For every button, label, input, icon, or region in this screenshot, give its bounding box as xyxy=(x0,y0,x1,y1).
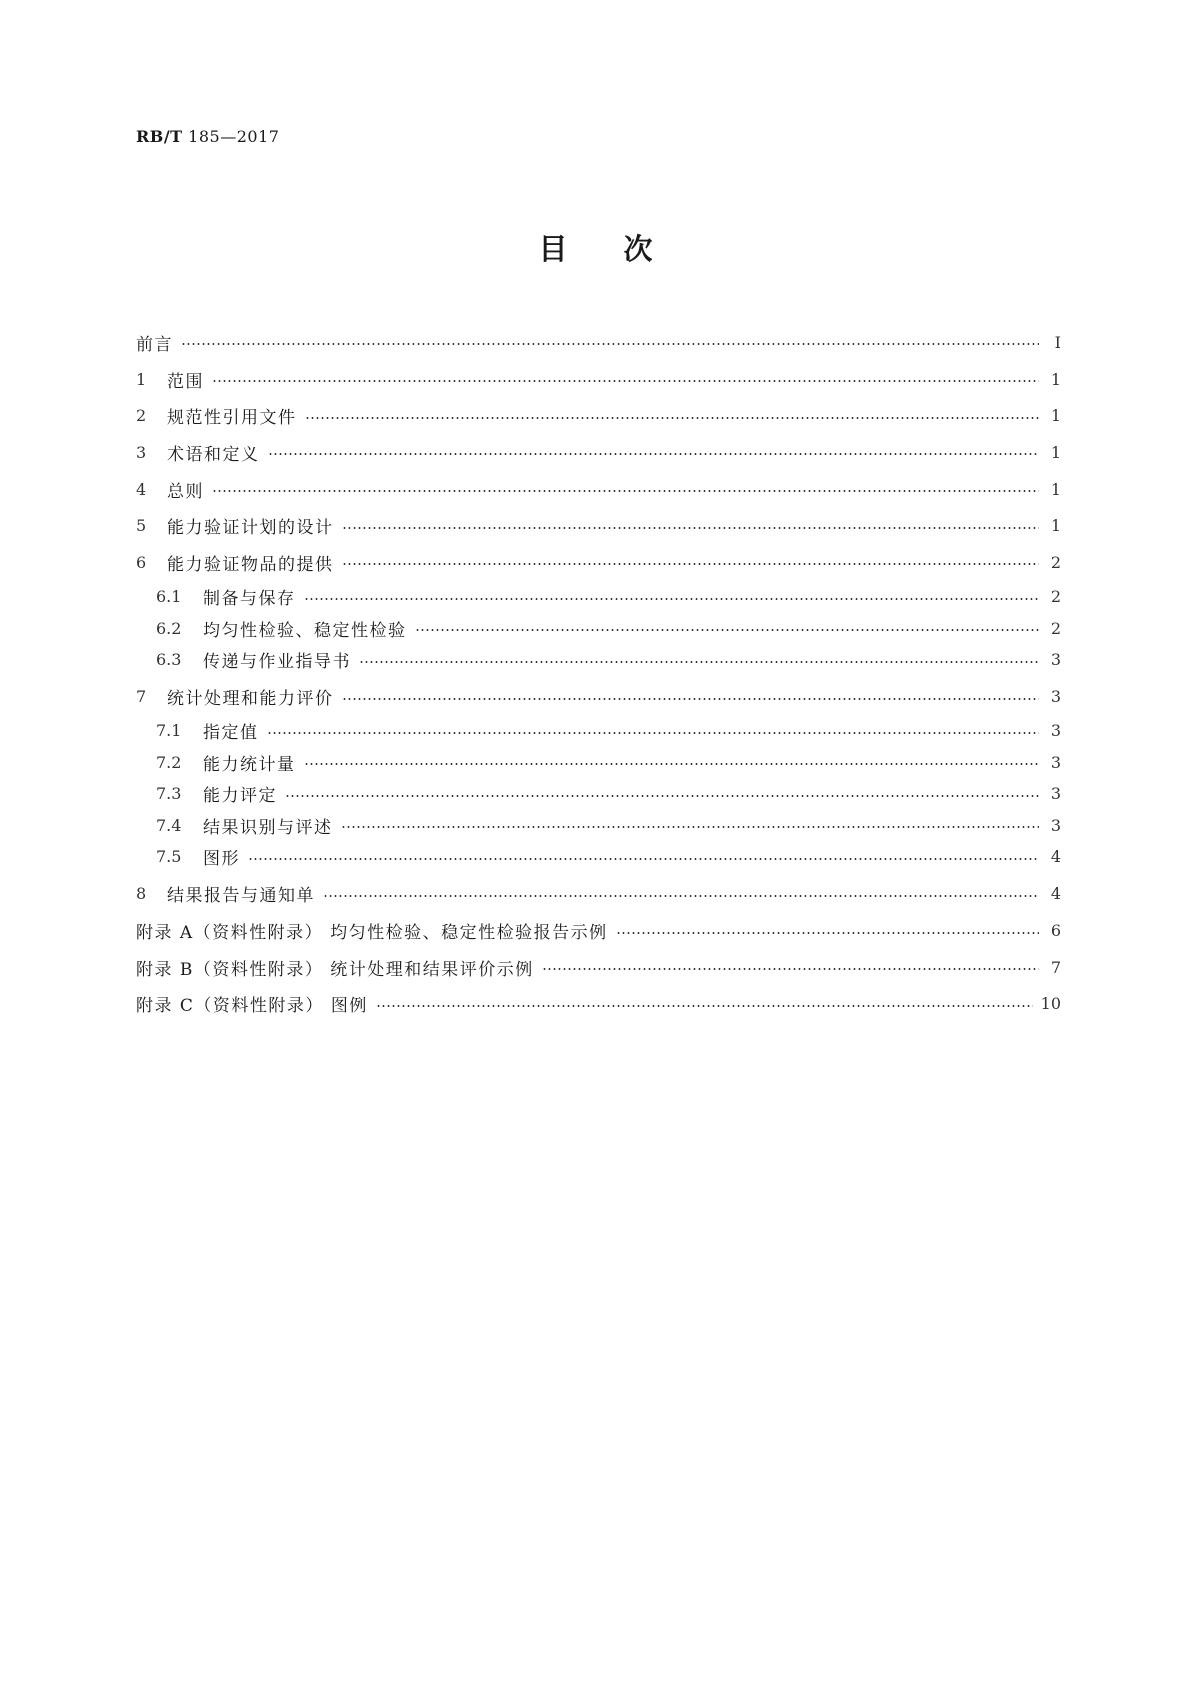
toc-entry-title: 制备与保存 xyxy=(203,589,296,610)
toc-entry-appendix-b[interactable] xyxy=(136,949,1061,986)
toc-page-number: 3 xyxy=(1050,752,1061,772)
toc-page-number: 7 xyxy=(1050,957,1061,977)
toc-entry-3[interactable] xyxy=(136,434,1061,471)
toc-entry-title: 能力验证计划的设计 xyxy=(167,518,334,539)
toc-entry-7-2[interactable] xyxy=(136,747,1061,779)
document-code xyxy=(136,127,279,146)
toc-leader-dots xyxy=(212,490,1039,492)
toc-leader-dots xyxy=(212,380,1039,382)
toc-page-number: 10 xyxy=(1040,994,1061,1014)
toc-entry-title: 结果报告与通知单 xyxy=(167,886,315,907)
toc-entry-number: 6.1 xyxy=(156,587,182,607)
toc-page-number: 1 xyxy=(1050,369,1061,389)
toc-leader-dots xyxy=(267,732,1040,734)
toc-leader-dots xyxy=(248,858,1039,860)
toc-leader-dots xyxy=(542,968,1039,970)
toc-entry-number: 5 xyxy=(136,516,147,536)
toc-entry-6-2[interactable] xyxy=(136,612,1061,644)
toc-page-number: 6 xyxy=(1050,921,1061,941)
toc-page-number: 1 xyxy=(1050,479,1061,499)
toc-entry-6-3[interactable] xyxy=(136,644,1061,676)
toc-entry-title: 规范性引用文件 xyxy=(167,408,297,429)
toc-leader-dots xyxy=(415,629,1040,631)
toc-entry-number: 7 xyxy=(136,687,147,707)
toc-entry-6-1[interactable] xyxy=(136,581,1061,613)
toc-leader-dots xyxy=(268,453,1040,455)
toc-leader-dots xyxy=(305,417,1040,419)
toc-entry-number: 7.2 xyxy=(156,752,182,772)
toc-leader-dots xyxy=(304,763,1040,765)
toc-entry-title: 图形 xyxy=(203,849,240,870)
toc-entry-title: 附录 C（资料性附录） 图例 xyxy=(136,996,368,1017)
toc-page-number: 2 xyxy=(1050,552,1061,572)
toc-entry-appendix-a[interactable] xyxy=(136,912,1061,949)
toc-entry-2[interactable] xyxy=(136,397,1061,434)
toc-leader-dots xyxy=(342,563,1040,565)
toc-leader-dots xyxy=(285,795,1039,797)
toc-entry-number: 2 xyxy=(136,406,147,426)
toc-entry-title: 能力验证物品的提供 xyxy=(167,554,334,575)
toc-entry-title: 总则 xyxy=(167,481,204,502)
toc-entry-4[interactable] xyxy=(136,471,1061,508)
toc-entry-number: 6.3 xyxy=(156,650,182,670)
toc-entry-title: 范围 xyxy=(167,371,204,392)
toc-entry-number: 1 xyxy=(136,369,147,389)
toc-entry-7-4[interactable] xyxy=(136,810,1061,842)
toc-entry-number: 3 xyxy=(136,442,147,462)
toc-leader-dots xyxy=(359,661,1039,663)
toc-leader-dots xyxy=(341,826,1040,828)
toc-leader-dots xyxy=(616,932,1039,934)
toc-entry-title: 指定值 xyxy=(203,723,259,744)
toc-entry-preface[interactable] xyxy=(136,324,1061,361)
toc-entry-title: 传递与作业指导书 xyxy=(203,652,351,673)
toc-entry-7[interactable] xyxy=(136,678,1061,715)
page-title: 目 次 xyxy=(538,232,653,266)
toc-entry-1[interactable] xyxy=(136,361,1061,398)
toc-leader-dots xyxy=(323,895,1039,897)
document-code-number: 185—2017 xyxy=(182,127,280,146)
toc-entry-appendix-c[interactable] xyxy=(136,986,1061,1023)
table-of-contents xyxy=(136,324,1061,1022)
toc-page-number: 3 xyxy=(1050,687,1061,707)
toc-entry-5[interactable] xyxy=(136,507,1061,544)
toc-entry-6[interactable] xyxy=(136,544,1061,581)
toc-entry-title: 附录 A（资料性附录） 均匀性检验、稳定性检验报告示例 xyxy=(136,923,608,944)
toc-leader-dots xyxy=(376,1005,1033,1007)
toc-entry-7-5[interactable] xyxy=(136,841,1061,873)
toc-entry-number: 7.4 xyxy=(156,815,182,835)
toc-entry-title: 统计处理和能力评价 xyxy=(167,689,334,710)
toc-page-number: 1 xyxy=(1050,406,1061,426)
toc-page-number: 1 xyxy=(1050,516,1061,536)
toc-leader-dots xyxy=(342,527,1040,529)
toc-page-number: 3 xyxy=(1050,721,1061,741)
toc-entry-title: 术语和定义 xyxy=(167,444,260,465)
toc-page-number: 3 xyxy=(1050,784,1061,804)
toc-entry-8[interactable] xyxy=(136,876,1061,913)
toc-page-number: Ⅰ xyxy=(1054,332,1061,352)
toc-entry-title: 附录 B（资料性附录） 统计处理和结果评价示例 xyxy=(136,959,534,980)
toc-page-number: 4 xyxy=(1050,884,1061,904)
toc-entry-number: 7.1 xyxy=(156,721,182,741)
toc-entry-number: 7.5 xyxy=(156,847,182,867)
toc-page-number: 1 xyxy=(1050,442,1061,462)
toc-page-number: 2 xyxy=(1050,618,1061,638)
document-code-prefix: RB/T xyxy=(136,127,183,146)
toc-entry-title: 前言 xyxy=(136,334,173,355)
toc-entry-title: 结果识别与评述 xyxy=(203,817,333,838)
toc-entry-number: 7.3 xyxy=(156,784,182,804)
toc-entry-title: 能力统计量 xyxy=(203,754,296,775)
toc-entry-7-3[interactable] xyxy=(136,778,1061,810)
toc-entry-title: 均匀性检验、稳定性检验 xyxy=(203,620,407,641)
toc-entry-number: 8 xyxy=(136,884,147,904)
toc-leader-dots xyxy=(304,598,1040,600)
toc-page-number: 3 xyxy=(1050,650,1061,670)
toc-entry-number: 4 xyxy=(136,479,147,499)
toc-entry-7-1[interactable] xyxy=(136,715,1061,747)
toc-page-number: 3 xyxy=(1050,815,1061,835)
toc-leader-dots xyxy=(342,698,1040,700)
toc-page-number: 4 xyxy=(1050,847,1061,867)
toc-entry-number: 6.2 xyxy=(156,618,182,638)
toc-leader-dots xyxy=(181,343,1039,345)
toc-entry-number: 6 xyxy=(136,552,147,572)
toc-entry-title: 能力评定 xyxy=(203,786,277,807)
toc-page-number: 2 xyxy=(1050,587,1061,607)
